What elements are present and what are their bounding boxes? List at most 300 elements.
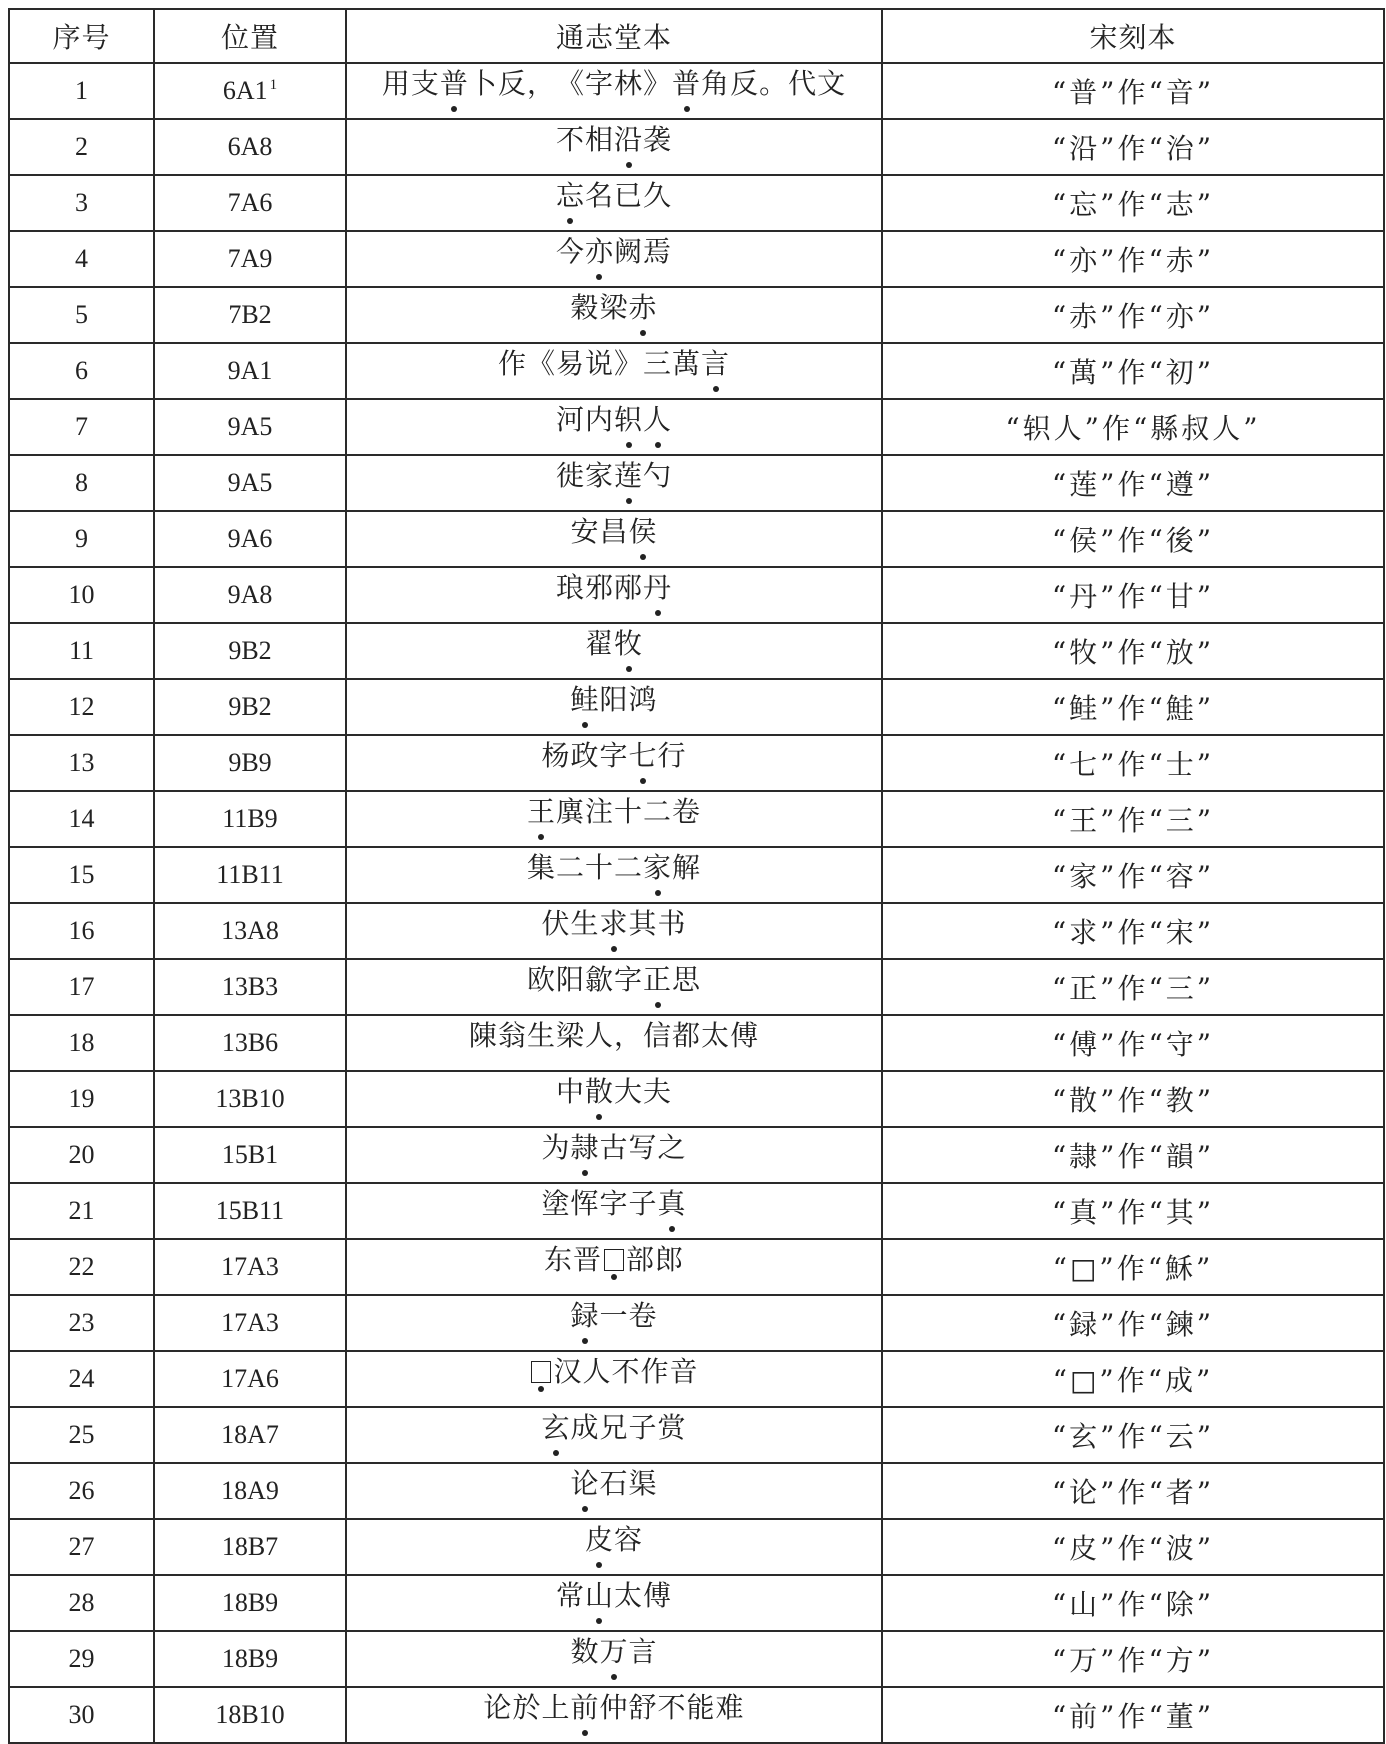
- song-edition-variant-cell: “傅”作“守”: [882, 1015, 1384, 1071]
- song-edition-variant-cell: “轵人”作“縣叔人”: [882, 399, 1384, 455]
- character: 名: [584, 179, 614, 212]
- marked-character: 家: [643, 851, 673, 884]
- character: 大: [614, 1075, 644, 1108]
- row-index-cell: 24: [9, 1351, 154, 1407]
- character: 阳: [599, 683, 629, 716]
- row-position-cell: [154, 455, 346, 511]
- row-index-cell: 19: [9, 1071, 154, 1127]
- table-row: [9, 63, 1384, 119]
- character: ，: [614, 1019, 644, 1052]
- row-index-cell: 26: [9, 1463, 154, 1519]
- table-row: [9, 1463, 1384, 1519]
- character: 内: [584, 403, 614, 436]
- character: 难: [715, 1691, 745, 1724]
- character: 邪: [584, 571, 614, 604]
- row-position-cell: [154, 1631, 346, 1687]
- song-edition-variant-cell: “皮”作“波”: [882, 1519, 1384, 1575]
- character: 塗: [541, 1187, 571, 1220]
- character: 三: [643, 347, 673, 380]
- character: 作: [497, 347, 527, 380]
- tongzhitang-text-cell: [346, 679, 882, 735]
- song-edition-variant-cell: “山”作“除”: [882, 1575, 1384, 1631]
- row-index-cell: 23: [9, 1295, 154, 1351]
- character: 部: [626, 1243, 656, 1276]
- character: 舒: [628, 1691, 658, 1724]
- character: 不: [611, 1355, 641, 1388]
- character: 梁: [555, 1019, 585, 1052]
- character: 字: [599, 1187, 629, 1220]
- position-value: 17A3: [221, 1308, 279, 1337]
- row-position-cell: [154, 735, 346, 791]
- position-value: 9A1: [227, 356, 273, 385]
- character: 二: [614, 851, 644, 884]
- character: 都: [672, 1019, 702, 1052]
- table-row: [9, 399, 1384, 455]
- row-index-cell: 17: [9, 959, 154, 1015]
- row-position-cell: [154, 623, 346, 679]
- table-row: [9, 1127, 1384, 1183]
- row-index-cell: 25: [9, 1407, 154, 1463]
- table-row: [9, 1015, 1384, 1071]
- character: 角: [701, 67, 731, 100]
- position-value: 11B11: [216, 860, 284, 889]
- row-position-cell: [154, 287, 346, 343]
- header-tongzhitang-edition: 通志堂本: [346, 9, 882, 63]
- position-value: 13B10: [215, 1084, 285, 1113]
- row-position-cell: [154, 1295, 346, 1351]
- table-row: [9, 959, 1384, 1015]
- character: 。: [759, 67, 789, 100]
- table-row: [9, 847, 1384, 903]
- table-row: [9, 679, 1384, 735]
- song-edition-variant-cell: “普”作“音”: [882, 63, 1384, 119]
- position-value: 7B2: [228, 300, 272, 329]
- row-index-cell: 1: [9, 63, 154, 119]
- character: 阳: [555, 963, 585, 996]
- song-edition-variant-cell: “正”作“三”: [882, 959, 1384, 1015]
- character: 文: [817, 67, 847, 100]
- row-position-cell: [154, 1015, 346, 1071]
- table-body: [9, 63, 1384, 1743]
- row-position-cell: [154, 1239, 346, 1295]
- row-position-cell: [154, 119, 346, 175]
- row-index-cell: 7: [9, 399, 154, 455]
- song-edition-variant-cell: “□”作“成”: [882, 1351, 1384, 1407]
- song-edition-variant-cell: “玄”作“云”: [882, 1407, 1384, 1463]
- tongzhitang-text-cell: [346, 1463, 882, 1519]
- character: 家: [584, 459, 614, 492]
- row-index-cell: 2: [9, 119, 154, 175]
- character: 代: [788, 67, 818, 100]
- row-position-cell: [154, 1519, 346, 1575]
- marked-character: 亦: [584, 235, 614, 268]
- character: 上: [541, 1691, 571, 1724]
- character: 阙: [614, 235, 644, 268]
- row-index-cell: 21: [9, 1183, 154, 1239]
- character: 欧: [526, 963, 556, 996]
- table-row: [9, 1295, 1384, 1351]
- character: 徙: [555, 459, 585, 492]
- row-index-cell: 12: [9, 679, 154, 735]
- row-index-cell: 8: [9, 455, 154, 511]
- tongzhitang-text-cell: [346, 63, 882, 119]
- character: 子: [628, 1187, 658, 1220]
- character: 河: [555, 403, 585, 436]
- song-edition-variant-cell: “家”作“容”: [882, 847, 1384, 903]
- marked-character: 轵: [614, 403, 644, 436]
- character: 傅: [643, 1579, 673, 1612]
- row-index-cell: 5: [9, 287, 154, 343]
- position-value: 15B11: [215, 1196, 285, 1225]
- table-row: [9, 1631, 1384, 1687]
- character: 相: [584, 123, 614, 156]
- song-edition-variant-cell: “亦”作“赤”: [882, 231, 1384, 287]
- row-index-cell: 6: [9, 343, 154, 399]
- position-value: 9A8: [227, 580, 273, 609]
- tongzhitang-text-cell: [346, 511, 882, 567]
- character: 集: [526, 851, 556, 884]
- character: 生: [526, 1019, 556, 1052]
- position-value: 7A9: [227, 244, 273, 273]
- character: 作: [640, 1355, 670, 1388]
- row-position-cell: [154, 1351, 346, 1407]
- marked-character: 人: [643, 403, 673, 436]
- row-index-cell: 10: [9, 567, 154, 623]
- position-value: 9A5: [227, 412, 273, 441]
- tongzhitang-text-cell: [346, 455, 882, 511]
- table-row: [9, 511, 1384, 567]
- row-index-cell: 18: [9, 1015, 154, 1071]
- position-value: 13A8: [221, 916, 279, 945]
- character: 勺: [643, 459, 673, 492]
- character: 伏: [541, 907, 571, 940]
- character: 一: [599, 1299, 629, 1332]
- position-value: 9B2: [228, 692, 272, 721]
- header-song-edition: 宋刻本: [882, 9, 1384, 63]
- character: 生: [570, 907, 600, 940]
- song-edition-variant-cell: “前”作“董”: [882, 1687, 1384, 1743]
- character: 之: [657, 1131, 687, 1164]
- character: 字: [614, 963, 644, 996]
- position-value: 15B1: [221, 1140, 279, 1169]
- character: 赏: [657, 1411, 687, 1444]
- marked-character: 牧: [614, 627, 644, 660]
- position-value: 18A9: [221, 1476, 279, 1505]
- row-position-cell: [154, 63, 346, 119]
- position-value: 18B9: [221, 1644, 279, 1673]
- character: ，: [526, 67, 556, 100]
- character: 易: [555, 347, 585, 380]
- marked-character: 正: [643, 963, 673, 996]
- tongzhitang-text-cell: [346, 791, 882, 847]
- song-edition-variant-cell: “録”作“鍊”: [882, 1295, 1384, 1351]
- row-position-cell: [154, 1575, 346, 1631]
- character: 梁: [599, 291, 629, 324]
- tongzhitang-text-cell: [346, 287, 882, 343]
- character: 反: [730, 67, 760, 100]
- marked-character: 鲑: [570, 683, 600, 716]
- tongzhitang-text-cell: [346, 903, 882, 959]
- position-value: 9A6: [227, 524, 273, 553]
- character: 兄: [599, 1411, 629, 1444]
- character: 解: [672, 851, 702, 884]
- character: 容: [614, 1523, 644, 1556]
- song-edition-variant-cell: “七”作“士”: [882, 735, 1384, 791]
- character: 言: [628, 1635, 658, 1668]
- tongzhitang-text-cell: [346, 343, 882, 399]
- collation-table-container: [8, 8, 1383, 1744]
- position-value: 18B7: [221, 1532, 279, 1561]
- table-row: [9, 343, 1384, 399]
- position-value: 6A8: [227, 132, 273, 161]
- character: 写: [628, 1131, 658, 1164]
- character: 久: [643, 179, 673, 212]
- table-row: [9, 791, 1384, 847]
- tongzhitang-text-cell: [346, 1295, 882, 1351]
- row-position-cell: [154, 511, 346, 567]
- marked-character: 求: [599, 907, 629, 940]
- table-row: [9, 1575, 1384, 1631]
- character: 鸿: [628, 683, 658, 716]
- character: 郎: [655, 1243, 685, 1276]
- character: 陳: [468, 1019, 498, 1052]
- song-edition-variant-cell: “散”作“教”: [882, 1071, 1384, 1127]
- character: 为: [541, 1131, 571, 1164]
- character: 夫: [643, 1075, 673, 1108]
- row-position-cell: [154, 679, 346, 735]
- character: 人: [584, 1019, 614, 1052]
- character: 《: [526, 347, 556, 380]
- row-position-cell: [154, 231, 346, 287]
- lacuna-box-marked: [604, 1249, 624, 1271]
- character: 反: [497, 67, 527, 100]
- character: 石: [599, 1467, 629, 1500]
- character: 二: [643, 795, 673, 828]
- character: 傅: [730, 1019, 760, 1052]
- character: 廙: [555, 795, 585, 828]
- row-index-cell: 9: [9, 511, 154, 567]
- table-row: [9, 1519, 1384, 1575]
- row-position-cell: [154, 175, 346, 231]
- character: 字: [599, 739, 629, 772]
- marked-character: 七: [628, 739, 658, 772]
- character: 卷: [672, 795, 702, 828]
- song-edition-variant-cell: “侯”作“後”: [882, 511, 1384, 567]
- tongzhitang-text-cell: [346, 231, 882, 287]
- character: 说: [584, 347, 614, 380]
- header-row: [9, 9, 1384, 63]
- table-row: [9, 455, 1384, 511]
- table-row: [9, 903, 1384, 959]
- song-edition-variant-cell: “真”作“其”: [882, 1183, 1384, 1239]
- row-position-cell: [154, 959, 346, 1015]
- marked-character: 万: [599, 1635, 629, 1668]
- song-edition-variant-cell: “萬”作“初”: [882, 343, 1384, 399]
- character: 》: [643, 67, 673, 100]
- tongzhitang-text-cell: [346, 1071, 882, 1127]
- position-value: 9A5: [227, 468, 273, 497]
- character: 仲: [599, 1691, 629, 1724]
- song-edition-variant-cell: “论”作“者”: [882, 1463, 1384, 1519]
- character: 政: [570, 739, 600, 772]
- table-row: [9, 231, 1384, 287]
- position-value: 17A3: [221, 1252, 279, 1281]
- row-index-cell: 22: [9, 1239, 154, 1295]
- character: 常: [555, 1579, 585, 1612]
- tongzhitang-text-cell: [346, 847, 882, 903]
- character: 晋: [572, 1243, 602, 1276]
- tongzhitang-text-cell: [346, 623, 882, 679]
- row-index-cell: 11: [9, 623, 154, 679]
- position-value: 18A7: [221, 1420, 279, 1449]
- character: 用: [381, 67, 411, 100]
- character: 人: [582, 1355, 612, 1388]
- song-edition-variant-cell: “牧”作“放”: [882, 623, 1384, 679]
- tongzhitang-text-cell: [346, 567, 882, 623]
- table-row: [9, 119, 1384, 175]
- marked-character: 沿: [614, 123, 644, 156]
- song-edition-variant-cell: “万”作“方”: [882, 1631, 1384, 1687]
- character: 太: [701, 1019, 731, 1052]
- row-index-cell: 13: [9, 735, 154, 791]
- table-row: [9, 567, 1384, 623]
- character: 卷: [628, 1299, 658, 1332]
- row-position-cell: [154, 847, 346, 903]
- marked-character: 隷: [570, 1131, 600, 1164]
- song-edition-variant-cell: “求”作“宋”: [882, 903, 1384, 959]
- character: 其: [628, 907, 658, 940]
- character: 东: [543, 1243, 573, 1276]
- row-position-cell: [154, 1407, 346, 1463]
- character: 行: [657, 739, 687, 772]
- table-row: [9, 1407, 1384, 1463]
- character: 今: [555, 235, 585, 268]
- character: 支: [410, 67, 440, 100]
- tongzhitang-text-cell: [346, 735, 882, 791]
- character: 子: [628, 1411, 658, 1444]
- character: 十: [584, 851, 614, 884]
- character: 汉: [553, 1355, 583, 1388]
- table-row: [9, 1071, 1384, 1127]
- position-value: 9B9: [228, 748, 272, 777]
- character: 信: [643, 1019, 673, 1052]
- character: 不: [555, 123, 585, 156]
- table-row: [9, 1239, 1384, 1295]
- row-index-cell: 27: [9, 1519, 154, 1575]
- marked-character: 普: [672, 67, 702, 100]
- song-edition-variant-cell: “□”作“穌”: [882, 1239, 1384, 1295]
- row-index-cell: 29: [9, 1631, 154, 1687]
- marked-character: 山: [584, 1579, 614, 1612]
- tongzhitang-text-cell: [346, 1575, 882, 1631]
- row-position-cell: [154, 567, 346, 623]
- marked-character: 散: [584, 1075, 614, 1108]
- tongzhitang-text-cell: [346, 1015, 882, 1071]
- character: 於: [512, 1691, 542, 1724]
- tongzhitang-text-cell: [346, 175, 882, 231]
- row-index-cell: 30: [9, 1687, 154, 1743]
- character: 《: [555, 67, 585, 100]
- row-position-cell: [154, 399, 346, 455]
- song-edition-variant-cell: “莲”作“遵”: [882, 455, 1384, 511]
- row-index-cell: 28: [9, 1575, 154, 1631]
- marked-character: 録: [570, 1299, 600, 1332]
- position-value: 18B10: [215, 1700, 285, 1729]
- table-row: [9, 735, 1384, 791]
- marked-character: 丹: [643, 571, 673, 604]
- row-index-cell: 20: [9, 1127, 154, 1183]
- row-position-cell: [154, 903, 346, 959]
- position-value: 13B3: [221, 972, 279, 1001]
- marked-character: 真: [657, 1187, 687, 1220]
- row-index-cell: 14: [9, 791, 154, 847]
- character: 林: [614, 67, 644, 100]
- character: 字: [584, 67, 614, 100]
- character: 中: [555, 1075, 585, 1108]
- marked-character: 忘: [555, 179, 585, 212]
- character: 能: [686, 1691, 716, 1724]
- character: 音: [669, 1355, 699, 1388]
- tongzhitang-text-cell: [346, 119, 882, 175]
- position-value: 13B6: [221, 1028, 279, 1057]
- table-row: [9, 623, 1384, 679]
- character: 萬: [672, 347, 702, 380]
- row-position-cell: [154, 1127, 346, 1183]
- song-edition-variant-cell: “隷”作“韻”: [882, 1127, 1384, 1183]
- song-edition-variant-cell: “赤”作“亦”: [882, 287, 1384, 343]
- character: 十: [614, 795, 644, 828]
- marked-character: 普: [439, 67, 469, 100]
- character: 二: [555, 851, 585, 884]
- position-value: 9B2: [228, 636, 272, 665]
- character: 翁: [497, 1019, 527, 1052]
- character: 思: [672, 963, 702, 996]
- character: 数: [570, 1635, 600, 1668]
- character: 恽: [570, 1187, 600, 1220]
- row-index-cell: 15: [9, 847, 154, 903]
- row-position-cell: [154, 1687, 346, 1743]
- character: 焉: [643, 235, 673, 268]
- song-edition-variant-cell: “沿”作“治”: [882, 119, 1384, 175]
- position-value: 18B9: [221, 1588, 279, 1617]
- position-value: 6A1: [222, 76, 268, 105]
- character: 琅: [555, 571, 585, 604]
- song-edition-variant-cell: “王”作“三”: [882, 791, 1384, 847]
- row-index-cell: 4: [9, 231, 154, 287]
- table-row: [9, 1351, 1384, 1407]
- marked-character: 前: [570, 1691, 600, 1724]
- character: 不: [657, 1691, 687, 1724]
- tongzhitang-text-cell: [346, 399, 882, 455]
- character: 袭: [643, 123, 673, 156]
- character: 书: [657, 907, 687, 940]
- character: 》: [614, 347, 644, 380]
- tongzhitang-text-cell: [346, 1183, 882, 1239]
- character: 论: [483, 1691, 513, 1724]
- character: 昌: [599, 515, 629, 548]
- position-value: 17A6: [221, 1364, 279, 1393]
- row-index-cell: 3: [9, 175, 154, 231]
- character: 翟: [584, 627, 614, 660]
- marked-character: 玄: [541, 1411, 571, 1444]
- table-row: [9, 175, 1384, 231]
- row-index-cell: 16: [9, 903, 154, 959]
- character: 渠: [628, 1467, 658, 1500]
- character: 杨: [541, 739, 571, 772]
- character: 邴: [614, 571, 644, 604]
- tongzhitang-text-cell: [346, 1407, 882, 1463]
- tongzhitang-text-cell: [346, 1631, 882, 1687]
